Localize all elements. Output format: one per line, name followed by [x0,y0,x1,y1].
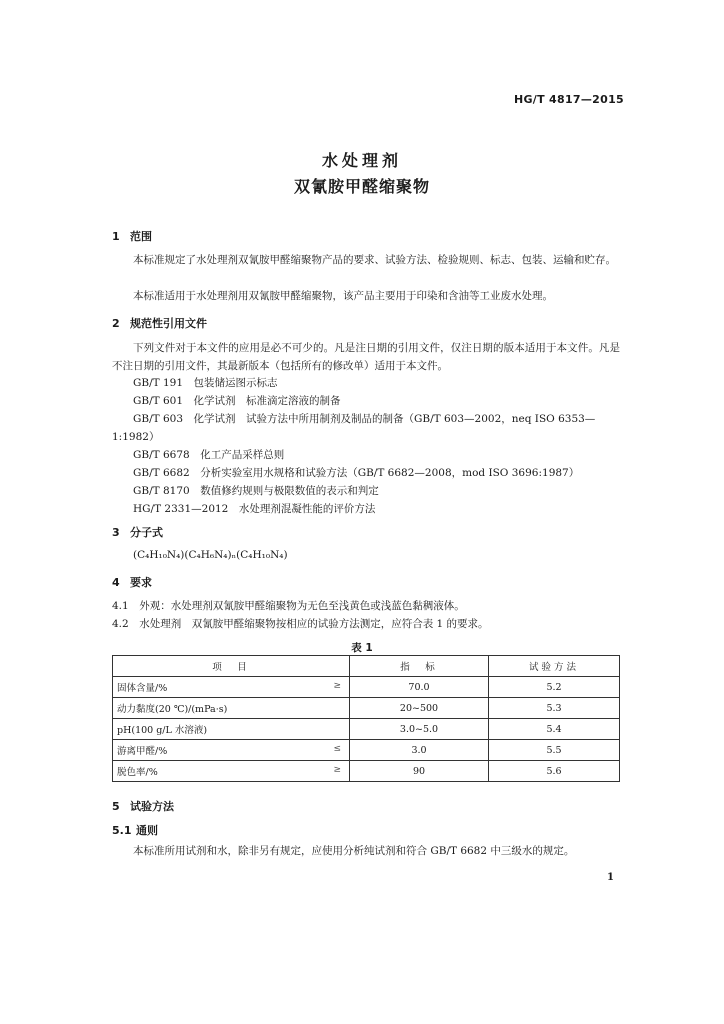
section-4-heading: 4 要求 [112,576,152,589]
clause-4-2: 4.2 水处理剂 双氰胺甲醛缩聚物按相应的试验方法测定，应符合表 1 的要求。 [112,618,489,630]
row-item: 脱色率/% [117,767,158,778]
row-mark: ≥ [333,681,341,691]
section-2-heading: 2 规范性引用文件 [112,317,207,330]
column-header-method: 试验方法 [489,656,620,677]
table-row [113,677,620,698]
page-number: 1 [607,872,614,883]
table-header-row [113,656,620,677]
clause-4-1: 4.1 外观：水处理剂双氰胺甲醛缩聚物为无色至浅黄色或浅蓝色黏稠液体。 [112,600,465,612]
row-value: 70.0 [350,677,489,698]
row-method: 5.5 [489,740,620,761]
row-value: 3.0~5.0 [350,719,489,740]
requirements-table [112,655,620,782]
row-method: 5.3 [489,698,620,719]
section-1-heading: 1 范围 [112,230,152,243]
column-header-value: 指 标 [350,656,489,677]
table-row [113,740,620,761]
row-value: 20~500 [350,698,489,719]
reference-item: GB/T 6678 化工产品采样总则 [133,449,285,461]
reference-item: GB/T 191 包装储运图示标志 [133,377,278,389]
row-method: 5.6 [489,761,620,782]
table-row [113,761,620,782]
reference-item: HG/T 2331—2012 水处理剂混凝性能的评价方法 [133,503,376,515]
title-line-1: 水处理剂 [321,151,402,170]
row-method: 5.2 [489,677,620,698]
row-item: 动力黏度(20 ℃)/(mPa·s) [117,704,228,715]
section-2-paragraph-1: 下列文件对于本文件的应用是必不可少的。凡是注日期的引用文件，仅注日期的版本适用于本文件。凡是不注日期的引用文件，其最新版本（包括所有的修改单）适用于本文件。 [112,342,620,372]
row-value: 90 [350,761,489,782]
table-row [113,698,620,719]
molecular-formula: (C₄H₁₀N₄)(C₄H₆N₄)ₙ(C₄H₁₀N₄) [133,549,288,561]
section-5-1-heading: 5.1 通则 [112,824,158,837]
row-mark: ≥ [333,765,341,775]
reference-item: GB/T 8170 数值修约规则与极限数值的表示和判定 [133,485,379,497]
section-5-heading: 5 试验方法 [112,800,174,813]
section-5-1-paragraph: 本标准所用试剂和水，除非另有规定，应使用分析纯试剂和符合 GB/T 6682 中三级水的规定。 [133,845,575,857]
section-1-paragraph-1: 本标准规定了水处理剂双氰胺甲醛缩聚物产品的要求、试验方法、检验规则、标志、包装、运输和贮存。 [133,254,616,266]
row-method: 5.4 [489,719,620,740]
table-row [113,719,620,740]
standard-number: HG/T 4817—2015 [513,93,624,106]
table-caption: 表 1 [351,642,373,654]
column-header-item: 项 目 [113,656,350,677]
row-item: 固体含量/% [117,683,168,694]
reference-item-continuation: 1:1982） [112,431,160,443]
row-item: pH(100 g/L 水溶液) [117,725,208,736]
row-item: 游离甲醛/% [117,746,168,757]
row-value: 3.0 [350,740,489,761]
section-3-heading: 3 分子式 [112,526,163,539]
reference-item: GB/T 6682 分析实验室用水规格和试验方法（GB/T 6682—2008，mod ISO 3696:1987） [133,467,580,479]
reference-item: GB/T 601 化学试剂 标准滴定溶液的制备 [133,395,341,407]
row-mark: ≤ [333,744,341,754]
section-1-paragraph-2: 本标准适用于水处理剂用双氰胺甲醛缩聚物，该产品主要用于印染和含油等工业废水处理。 [133,290,553,302]
reference-item: GB/T 603 化学试剂 试验方法中所用制剂及制品的制备（GB/T 603—2002，neq ISO 6353— [133,413,596,425]
title-line-2: 双氰胺甲醛缩聚物 [293,177,430,196]
